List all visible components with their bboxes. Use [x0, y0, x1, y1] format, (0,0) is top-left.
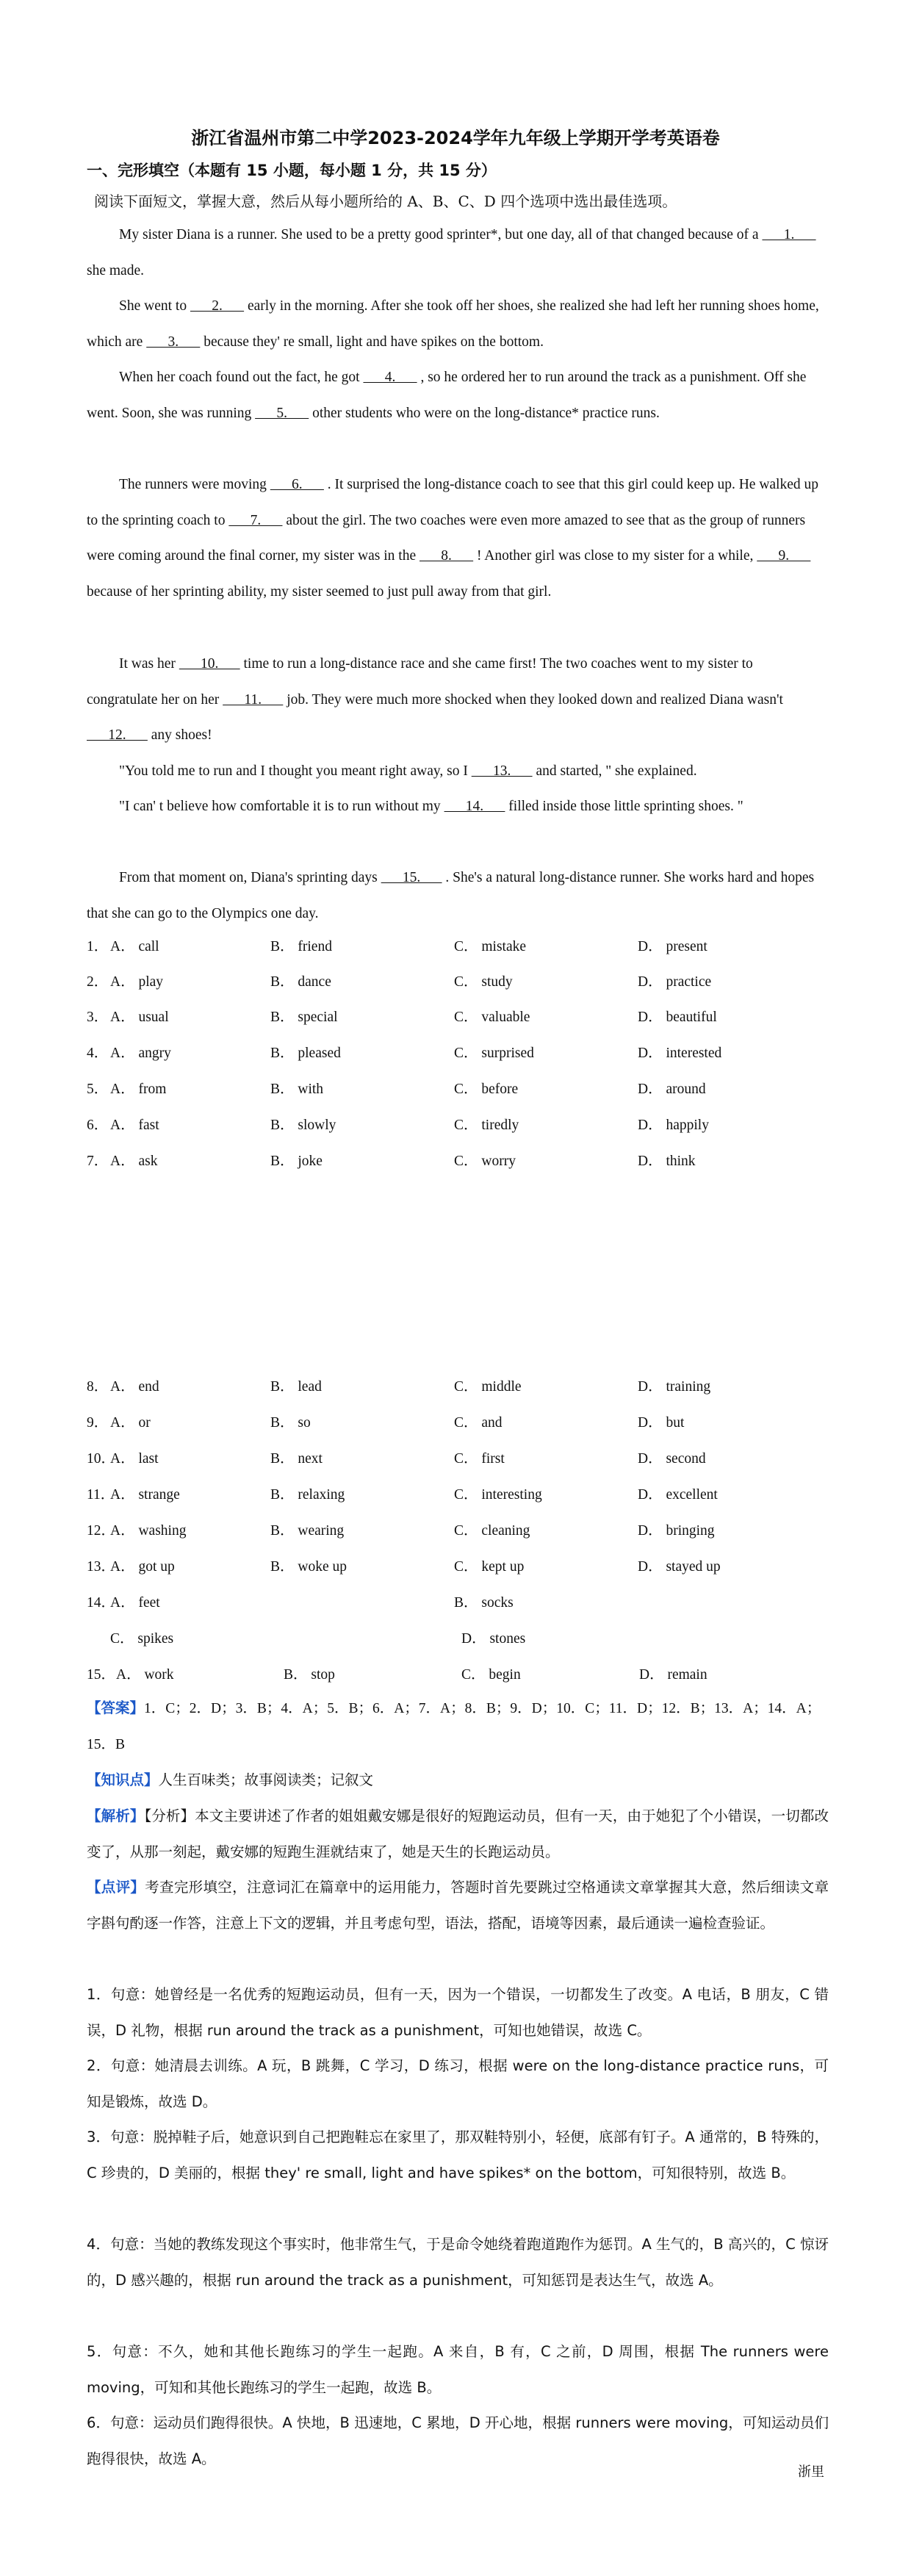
- explanation-1: 1．句意：她曾经是一名优秀的短跑运动员，但有一天，因为一个错误，一切都发生了改变。A 电话，B 朋友，C 错误，D 礼物，根据 run around the track as a punishment，可知也她错误，故选 C。: [87, 1986, 829, 2039]
- option-a: A． end: [110, 1379, 159, 1395]
- passage-text: It was her: [119, 656, 179, 672]
- option-d: D． second: [638, 1451, 706, 1467]
- blank-7: 7.: [228, 512, 283, 528]
- blank-8: 8.: [420, 548, 474, 564]
- blank-14: 14.: [444, 799, 505, 814]
- option-b: B． special: [270, 1010, 338, 1025]
- analysis-tag: 【解析】: [87, 1807, 145, 1824]
- blank-11: 11.: [223, 691, 284, 708]
- passage-text: because they' re small, light and have spikes on the bottom.: [200, 334, 544, 350]
- question-number: 1．: [87, 939, 109, 954]
- passage-text: . It surprised the long-distance coach to see that this girl could keep up. He walked up to the sprinting coach to: [87, 477, 819, 528]
- option-d: D． stayed up: [638, 1559, 721, 1575]
- option-a: A． call: [110, 939, 159, 954]
- options-row-11: [87, 1483, 829, 1512]
- page-title: 浙江省温州市第二中学2023-2024学年九年级上学期开学考英语卷: [191, 128, 720, 148]
- passage-text: other students who were on the long-distance* practice runs.: [309, 405, 660, 421]
- passage-text: and started, " she explained.: [532, 763, 697, 779]
- option-b: B． wearing: [270, 1523, 345, 1539]
- option-d: D． practice: [638, 974, 712, 990]
- page-footer: 浙里: [798, 2464, 824, 2480]
- answer-tag: 【答案】: [87, 1701, 145, 1716]
- passage-text: She went to: [119, 298, 190, 314]
- option-c: C． begin: [461, 1667, 521, 1683]
- passage-paragraph-6: [87, 754, 827, 790]
- question-number: 13．: [87, 1559, 116, 1575]
- passage-text: . She's a natural long-distance runner. She works hard and hopes that she can go to the Olympics one day.: [87, 870, 815, 921]
- option-b: B． relaxing: [270, 1487, 345, 1503]
- option-c: C． mistake: [454, 939, 527, 954]
- explanation-4: 4．句意：当她的教练发现这个事实时，他非常生气，于是命令她绕着跑道跑作为惩罚。A 生气的，B 高兴的，C 惊讶的，D 感兴趣的，根据 run around the track as a punishment，可知惩罚是表达生气，故选 A。: [87, 2236, 829, 2289]
- passage-paragraph-2: [87, 289, 827, 360]
- option-b: B． friend: [270, 939, 332, 954]
- question-number: 3．: [87, 1010, 109, 1025]
- passage-paragraph-8: [87, 860, 827, 932]
- option-a: A． angry: [110, 1046, 171, 1061]
- passage-text: time to run a long-distance race and she came first! The two coaches went to my sister to congratulate her on her: [87, 656, 753, 708]
- blank-9: 9.: [757, 548, 811, 564]
- option-a: A． usual: [110, 1010, 169, 1025]
- option-c: C． interesting: [454, 1487, 542, 1503]
- option-d: D． bringing: [638, 1523, 715, 1539]
- blank-10: 10.: [179, 656, 240, 672]
- passage-text: My sister Diana is a runner. She used to be a pretty good sprinter*, but one day, all of that changed because of a: [119, 227, 763, 242]
- option-a: A． work: [116, 1667, 174, 1683]
- question-number: 6．: [87, 1118, 109, 1133]
- options-row-14: [87, 1591, 829, 1620]
- passage-paragraph-4: [87, 467, 827, 610]
- option-c: C． valuable: [454, 1010, 530, 1025]
- option-b: B． socks: [454, 1595, 514, 1611]
- option-b: B． joke: [270, 1154, 323, 1169]
- blank-4: 4.: [363, 370, 417, 385]
- option-c: C． surprised: [454, 1046, 534, 1061]
- question-number: 9．: [87, 1415, 109, 1431]
- passage-text: about the girl. The two coaches were even more amazed to see that as the group of runners were coming around the final corner, my sister was in the: [87, 512, 806, 564]
- question-number: 12．: [87, 1523, 116, 1539]
- option-d: D． present: [638, 939, 707, 954]
- question-number: 7．: [87, 1154, 109, 1169]
- option-d: D． training: [638, 1379, 711, 1395]
- options-row-13: [87, 1555, 829, 1584]
- blank-5: 5.: [255, 405, 309, 421]
- comment-text: 考查完形填空，注意词汇在篇章中的运用能力，答题时首先要跳过空格通读文章掌握其大意，然后细读文章字斟句酌逐一作答，注意上下文的逻辑，并且考虑句型，语法，搭配，语境等因素，最后通读一遍检查验证。: [87, 1879, 829, 1932]
- option-c: C． kept up: [454, 1559, 525, 1575]
- option-b: B． dance: [270, 974, 331, 990]
- option-a: A． feet: [110, 1595, 160, 1611]
- passage-text: job. They were much more shocked when they looked down and realized Diana wasn't: [283, 691, 783, 708]
- option-d: D． think: [638, 1154, 696, 1169]
- blank-2: 2.: [190, 298, 245, 314]
- option-a: A． fast: [110, 1118, 159, 1133]
- passage-paragraph-7: [87, 789, 827, 825]
- option-d: D． happily: [638, 1118, 709, 1133]
- option-a: A． ask: [110, 1154, 158, 1169]
- option-d: D． around: [638, 1082, 706, 1097]
- question-number: 10．: [87, 1451, 116, 1467]
- passage-text: early in the morning. After she took off her shoes, she realized she had left her running shoes home, which are: [87, 298, 819, 350]
- options-row-2: [87, 970, 829, 999]
- option-a: A． play: [110, 974, 164, 990]
- options-row-14-cont: [87, 1627, 829, 1656]
- option-b: B． pleased: [270, 1046, 341, 1061]
- option-c: C． first: [454, 1451, 505, 1467]
- knowledge-text: 人生百味类；故事阅读类；记叙文: [158, 1771, 374, 1788]
- option-c: C． middle: [454, 1379, 522, 1395]
- passage-text: any shoes!: [147, 727, 212, 743]
- answer-text: 1．C；2．D；3．B；4．A；5．B；6．A；7．A；8．B；9．D；10．C；11．D；12．B；13．A；14．A；15．B: [87, 1701, 821, 1752]
- options-row-7: [87, 1149, 829, 1179]
- options-row-1: [87, 935, 829, 964]
- passage-text: ! Another girl was close to my sister for a while,: [473, 548, 757, 564]
- option-b: B． lead: [270, 1379, 322, 1395]
- option-b: B． slowly: [270, 1118, 336, 1133]
- blank-6: 6.: [270, 477, 324, 492]
- options-row-9: [87, 1411, 829, 1440]
- comment-block: [87, 1870, 829, 1941]
- passage-paragraph-3: [87, 360, 827, 431]
- passage-paragraph-1: [87, 217, 827, 289]
- knowledge-tag: 【知识点】: [87, 1771, 159, 1788]
- options-row-12: [87, 1519, 829, 1548]
- option-a: A． last: [110, 1451, 159, 1467]
- section-heading: 一、完形填空（本题有 15 小题，每小题 1 分，共 15 分）: [87, 162, 497, 179]
- question-number: 8．: [87, 1379, 109, 1395]
- option-c: C． worry: [454, 1154, 516, 1169]
- option-a: A． washing: [110, 1523, 187, 1539]
- question-number: 15．: [87, 1667, 116, 1683]
- option-d: D． remain: [639, 1667, 707, 1683]
- option-d: D． stones: [461, 1631, 526, 1647]
- option-d: D． but: [638, 1415, 685, 1431]
- options-row-15: [87, 1663, 829, 1692]
- option-a: A． or: [110, 1415, 151, 1431]
- option-c: C． spikes: [110, 1631, 174, 1647]
- explanation-5: 5．句意：不久，她和其他长跑练习的学生一起跑。A 来自，B 有，C 之前，D 周围，根据 The runners were moving，可知和其他长跑练习的学生一起跑，故选 B。: [87, 2343, 829, 2396]
- option-c: C． and: [454, 1415, 503, 1431]
- blank-3: 3.: [146, 334, 201, 350]
- option-b: B． next: [270, 1451, 323, 1467]
- question-number: 4．: [87, 1046, 109, 1061]
- option-c: C． cleaning: [454, 1523, 530, 1539]
- explanation-2: 2．句意：她清晨去训练。A 玩，B 跳舞，C 学习，D 练习，根据 were on the long-distance practice runs，可知是锻炼，故选 D。: [87, 2057, 829, 2110]
- explanation-3: 3．句意：脱掉鞋子后，她意识到自己把跑鞋忘在家里了，那双鞋特别小，轻便，底部有钉子。A 通常的，B 特殊的，C 珍贵的，D 美丽的，根据 they' re small, light and have spikes* on the bottom，可知很特别，故选 B。: [87, 2129, 829, 2181]
- option-c: C． before: [454, 1082, 519, 1097]
- blank-13: 13.: [471, 763, 533, 779]
- question-number: 11．: [87, 1487, 115, 1503]
- options-row-5: [87, 1077, 829, 1107]
- option-d: D． beautiful: [638, 1010, 717, 1025]
- option-d: D． excellent: [638, 1487, 718, 1503]
- knowledge-block: [87, 1763, 829, 1799]
- explanation-6: 6．句意：运动员们跑得很快。A 快地，B 迅速地，C 累地，D 开心地，根据 runners were moving，可知运动员们跑得很快，故选 A。: [87, 2414, 829, 2467]
- passage-text: she made.: [87, 262, 144, 278]
- passage-text: because of her sprinting ability, my sister seemed to just pull away from that girl.: [87, 583, 552, 600]
- passage-text: filled inside those little sprinting shoes. ": [505, 799, 743, 814]
- passage-paragraph-5: [87, 647, 827, 754]
- option-d: D． interested: [638, 1046, 722, 1061]
- passage-text: The runners were moving: [119, 477, 270, 492]
- blank-1: 1.: [762, 227, 816, 242]
- blank-15: 15.: [381, 870, 442, 885]
- option-b: B． stop: [284, 1667, 335, 1683]
- options-row-8: [87, 1375, 829, 1404]
- comment-tag: 【点评】: [87, 1879, 145, 1896]
- passage-text: "You told me to run and I thought you meant right away, so I: [119, 763, 472, 779]
- option-b: B． woke up: [270, 1559, 347, 1575]
- passage-text: From that moment on, Diana's sprinting days: [119, 870, 381, 885]
- passage-text: When her coach found out the fact, he got: [119, 370, 364, 385]
- options-row-6: [87, 1113, 829, 1143]
- option-c: C． tiredly: [454, 1118, 519, 1133]
- options-row-10: [87, 1447, 829, 1476]
- instruction: 阅读下面短文，掌握大意，然后从每小题所给的 A、B、C、D 四个选项中选出最佳选项。: [94, 193, 677, 210]
- passage-text: , so he ordered her to run around the track as a punishment. Off she went. Soon, she was running: [87, 370, 807, 421]
- analysis-text: 【分析】本文主要讲述了作者的姐姐戴安娜是很好的短跑运动员，但有一天，由于她犯了个小错误，一切都改变了，从那一刻起，戴安娜的短跑生涯就结束了，她是天生的长跑运动员。: [87, 1807, 829, 1860]
- question-number: 5．: [87, 1082, 109, 1097]
- analysis-block: [87, 1799, 829, 1870]
- options-row-3: [87, 1005, 829, 1035]
- option-b: B． so: [270, 1415, 311, 1431]
- question-number: 2．: [87, 974, 109, 990]
- option-a: A． got up: [110, 1559, 175, 1575]
- option-c: C． study: [454, 974, 513, 990]
- option-a: A． from: [110, 1082, 167, 1097]
- blank-12: 12.: [87, 727, 148, 743]
- passage-text: "I can' t believe how comfortable it is to run without my: [119, 799, 444, 814]
- options-row-4: [87, 1041, 829, 1071]
- answer-block: [87, 1691, 827, 1763]
- question-number: 14．: [87, 1595, 116, 1611]
- option-b: B． with: [270, 1082, 324, 1097]
- option-a: A． strange: [110, 1487, 180, 1503]
